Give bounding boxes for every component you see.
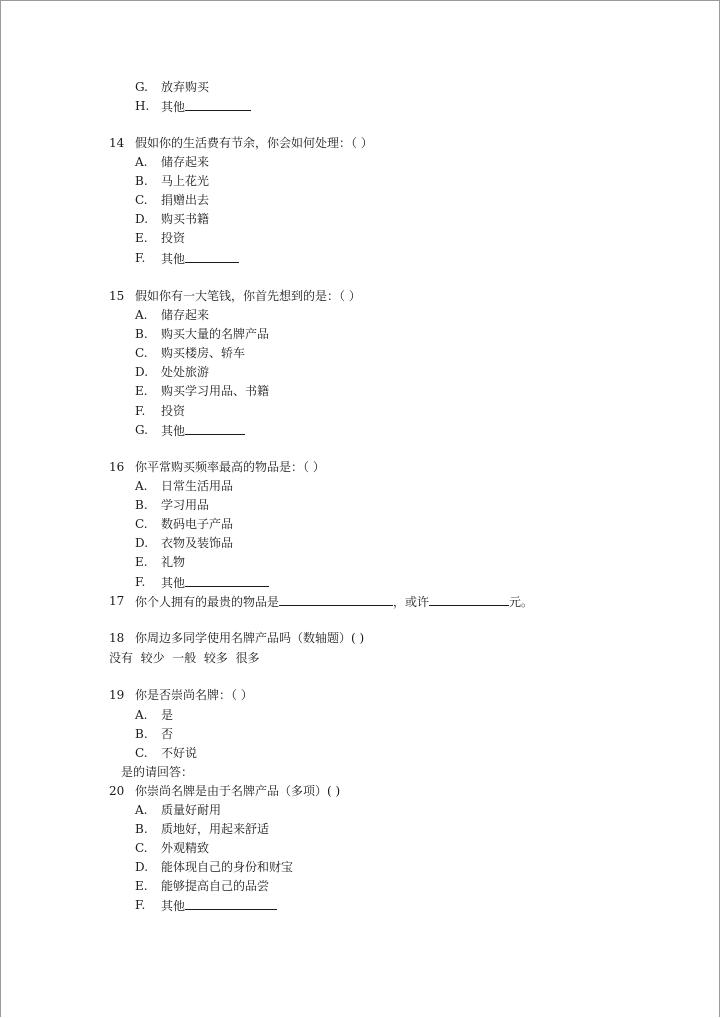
- option-letter: E.: [135, 384, 148, 398]
- question-text: [135, 593, 533, 610]
- option-letter: C.: [135, 746, 148, 760]
- option-text: 处处旅游: [161, 365, 210, 379]
- option-letter: D.: [135, 860, 149, 874]
- option-label: 其他: [161, 899, 186, 913]
- option-text: 储存起来: [161, 155, 210, 169]
- option-text: 否: [161, 727, 174, 741]
- option-letter: C.: [135, 517, 148, 531]
- question-number: 16: [109, 460, 125, 474]
- option-letter: B.: [135, 327, 148, 341]
- option-letter: F.: [135, 404, 146, 418]
- option-text: 能够提高自己的品尝: [161, 879, 270, 893]
- option-letter: F.: [135, 898, 146, 912]
- option-text: [161, 574, 269, 591]
- option-text: 投资: [161, 404, 186, 418]
- option-letter: A.: [135, 308, 148, 322]
- question-number: 18: [109, 631, 125, 645]
- option-letter: E.: [135, 555, 148, 569]
- option-text: 礼物: [161, 555, 186, 569]
- option-text: 不好说: [161, 746, 198, 760]
- question-text: 你平常购买频率最高的物品是：（ ）: [135, 460, 325, 474]
- option-text: 学习用品: [161, 498, 210, 512]
- option-text: 购买书籍: [161, 212, 210, 226]
- option-letter: B.: [135, 174, 148, 188]
- answer-blank[interactable]: [429, 593, 509, 606]
- answer-blank[interactable]: [185, 250, 239, 263]
- question-number: 20: [109, 784, 125, 798]
- option-letter: H.: [135, 99, 150, 113]
- question-text: 假如你有一大笔钱，你首先想到的是：（ ）: [135, 289, 361, 303]
- answer-blank[interactable]: [185, 897, 277, 910]
- option-letter: F.: [135, 251, 146, 265]
- option-letter: B.: [135, 498, 148, 512]
- option-letter: C.: [135, 193, 148, 207]
- answer-blank[interactable]: [279, 593, 393, 606]
- question-text-part: 你个人拥有的最贵的物品是: [135, 595, 280, 609]
- option-letter: G.: [135, 80, 148, 94]
- option-text: 购买楼房、轿车: [161, 346, 246, 360]
- option-letter: C.: [135, 841, 148, 855]
- rating-scale: 没有 较少 一般 较多 很多: [109, 651, 260, 665]
- option-letter: D.: [135, 212, 149, 226]
- option-text: 质地好，用起来舒适: [161, 822, 270, 836]
- option-letter: E.: [135, 879, 148, 893]
- option-text: [161, 897, 277, 914]
- option-text: 衣物及装饰品: [161, 536, 234, 550]
- option-letter: A.: [135, 803, 148, 817]
- option-text: 外观精致: [161, 841, 210, 855]
- option-label: 其他: [161, 252, 186, 266]
- question-text-part: ，或许: [393, 595, 430, 609]
- question-number: 14: [109, 136, 125, 150]
- question-text: 你是否崇尚名牌：（ ）: [135, 688, 253, 702]
- question-text: 你崇尚名牌是由于名牌产品（多项）( ): [135, 784, 341, 798]
- option-label: 其他: [161, 100, 186, 114]
- option-letter: G.: [135, 423, 148, 437]
- option-text: [161, 98, 251, 115]
- option-text: [161, 250, 239, 267]
- option-text: 投资: [161, 231, 186, 245]
- option-letter: E.: [135, 231, 148, 245]
- option-text: 能体现自己的身份和财宝: [161, 860, 294, 874]
- option-text: 数码电子产品: [161, 517, 234, 531]
- option-letter: D.: [135, 365, 149, 379]
- question-text: 你周边多同学使用名牌产品吗（数轴题）( ): [135, 631, 365, 645]
- question-text: 假如你的生活费有节余，你会如何处理：（ ）: [135, 136, 373, 150]
- option-letter: F.: [135, 575, 146, 589]
- option-letter: D.: [135, 536, 149, 550]
- option-text: 质量好耐用: [161, 803, 222, 817]
- option-letter: B.: [135, 727, 148, 741]
- option-text: 购买学习用品、书籍: [161, 384, 270, 398]
- option-text: [161, 422, 245, 439]
- question-number: 15: [109, 289, 125, 303]
- question-number: 17: [109, 594, 125, 608]
- answer-blank[interactable]: [185, 422, 245, 435]
- option-text: 日常生活用品: [161, 479, 234, 493]
- option-letter: C.: [135, 346, 148, 360]
- option-letter: B.: [135, 822, 148, 836]
- option-text: 放弃购买: [161, 80, 210, 94]
- option-label: 其他: [161, 576, 186, 590]
- option-label: 其他: [161, 424, 186, 438]
- option-text: 马上花光: [161, 174, 210, 188]
- question-text-part: 元。: [509, 595, 534, 609]
- option-text: 购买大量的名牌产品: [161, 327, 270, 341]
- option-text: 储存起来: [161, 308, 210, 322]
- option-letter: A.: [135, 155, 148, 169]
- option-letter: A.: [135, 479, 148, 493]
- answer-blank[interactable]: [185, 98, 251, 111]
- option-text: 是: [161, 708, 174, 722]
- answer-blank[interactable]: [185, 574, 269, 587]
- followup-note: 是的请回答：: [121, 765, 194, 779]
- option-letter: A.: [135, 708, 148, 722]
- option-text: 捐赠出去: [161, 193, 210, 207]
- question-number: 19: [109, 688, 125, 702]
